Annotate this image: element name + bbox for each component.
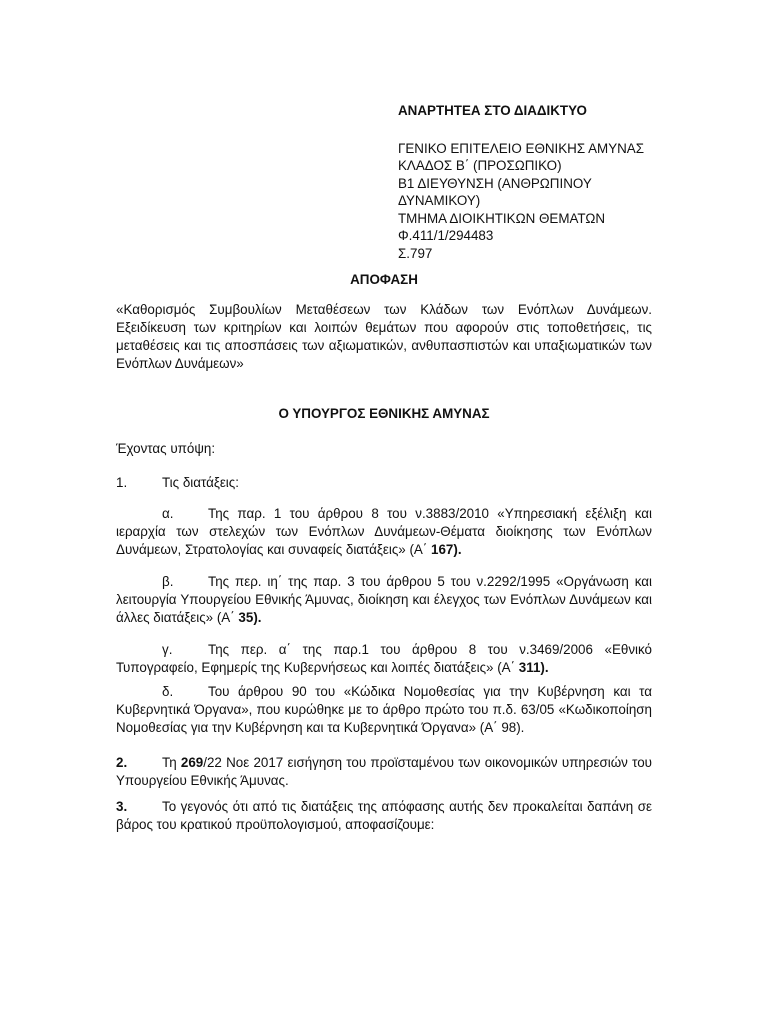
- item-1-number: 1.: [116, 475, 128, 490]
- item-1a-gazette: 167).: [431, 542, 462, 557]
- item-2-text: /22 Νοε 2017 εισήγηση του προϊσταμένου των οικονομικών υπηρεσιών του Υπουργείου Εθνικής Άμυνας.: [116, 755, 652, 788]
- item-1b: [116, 573, 652, 627]
- online-posting-notice: ΑΝΑΡΤΗΤΕΑ ΣΤΟ ΔΙΑΔΙΚΤΥΟ: [398, 103, 587, 118]
- item-1a-text: Της παρ. 1 του άρθρου 8 του ν.3883/2010 «Υπηρεσιακή εξέλιξη και ιεραρχία των στελεχών των Ενόπλων Δυνάμεων-Θέματα διοίκησης των Ενόπλων Δυνάμεων, Στρατολογίας και συναφείς διατάξεις» (Α΄: [116, 506, 652, 557]
- issuer-line-3: Β1 ΔΙΕΥΘΥΝΣΗ (ΑΝΘΡΩΠΙΝΟΥ: [398, 175, 592, 191]
- decision-subject: «Καθορισμός Συμβουλίων Μεταθέσεων των Κλάδων των Ενόπλων Δυνάμεων. Εξειδίκευση των κριτηρίων και λοιπών θεμάτων που αφορούν στις τοποθετήσεις, τις μεταθέσεις και τις αποσπάσεις των αξιωματικών, ανθυπασπιστών και υπαξιωματικών των Ενόπλων Δυνάμεων»: [116, 302, 652, 371]
- issuer-line-1: ΓΕΝΙΚΟ ΕΠΙΤΕΛΕΙΟ ΕΘΝΙΚΗΣ ΑΜΥΝΑΣ: [398, 140, 645, 156]
- item-1d: [116, 683, 652, 737]
- item-3-text: Το γεγονός ότι από τις διατάξεις της απόφασης αυτής δεν προκαλείται δαπάνη σε βάρος του κρατικού προϋπολογισμού, αποφασίζουμε:: [116, 799, 652, 832]
- item-3-number: 3.: [116, 799, 128, 814]
- item-1c-text: Της περ. α΄ της παρ.1 του άρθρου 8 του ν.3469/2006 «Εθνικό Τυπογραφείο, Εφημερίς της Κυβερνήσεως και λοιπές διατάξεις» (Α΄: [116, 642, 652, 675]
- item-1a-letter: α.: [162, 506, 174, 521]
- protocol-serial: 294483: [448, 228, 494, 243]
- item-1c-letter: γ.: [162, 642, 173, 657]
- minister-heading: Ο ΥΠΟΥΡΓΟΣ ΕΘΝΙΚΗΣ ΑΜΥΝΑΣ: [278, 406, 490, 421]
- item-1c-gazette: 311).: [518, 660, 549, 675]
- considering-label: Έχοντας υπόψη:: [116, 441, 216, 456]
- sigma-number: Σ.797: [398, 245, 433, 261]
- protocol-number: [398, 227, 708, 245]
- item-1: [116, 474, 652, 492]
- issuer-line-2: ΚΛΑΔΟΣ Β΄ (ΠΡΟΣΩΠΙΚΟ): [398, 158, 562, 173]
- protocol-prefix: Φ.411/1/: [398, 228, 449, 243]
- item-2-pre: Τη: [162, 755, 181, 770]
- item-1d-letter: δ.: [162, 684, 174, 699]
- issuer-header: [398, 102, 708, 262]
- item-1c: [116, 641, 652, 677]
- item-1b-gazette: 35).: [238, 610, 262, 625]
- issuer-line-5: ΤΜΗΜΑ ΔΙΟΙΚΗΤΙΚΩΝ ΘΕΜΑΤΩΝ: [398, 210, 606, 226]
- item-1-text: Τις διατάξεις:: [162, 475, 239, 490]
- item-1a: [116, 505, 652, 559]
- item-2-report-number: 269: [180, 755, 204, 770]
- item-1b-text: Της περ. ιη΄ της παρ. 3 του άρθρου 5 του ν.2292/1995 «Οργάνωση και λειτουργία Υπουργείου Εθνικής Άμυνας, διοίκηση και έλεγχος των Ενόπλων Δυνάμεων και άλλες διατάξεις» (Α΄: [116, 574, 652, 625]
- item-1d-text: Του άρθρου 90 του «Κώδικα Νομοθεσίας για την Κυβέρνηση και τα Κυβερνητικά Όργανα», που κυρώθηκε με το άρθρο πρώτο του π.δ. 63/05 «Κωδικοποίηση Νομοθεσίας για την Κυβέρνηση και τα Κυβερνητικά Όργανα» (Α΄ 98).: [116, 684, 652, 735]
- decision-title: ΑΠΟΦΑΣΗ: [350, 272, 418, 287]
- item-2-number: 2.: [116, 755, 128, 770]
- issuer-line-4: ΔΥΝΑΜΙΚΟΥ): [398, 193, 481, 208]
- item-3: [116, 798, 652, 834]
- item-1b-letter: β.: [162, 574, 174, 589]
- item-2: [116, 754, 652, 790]
